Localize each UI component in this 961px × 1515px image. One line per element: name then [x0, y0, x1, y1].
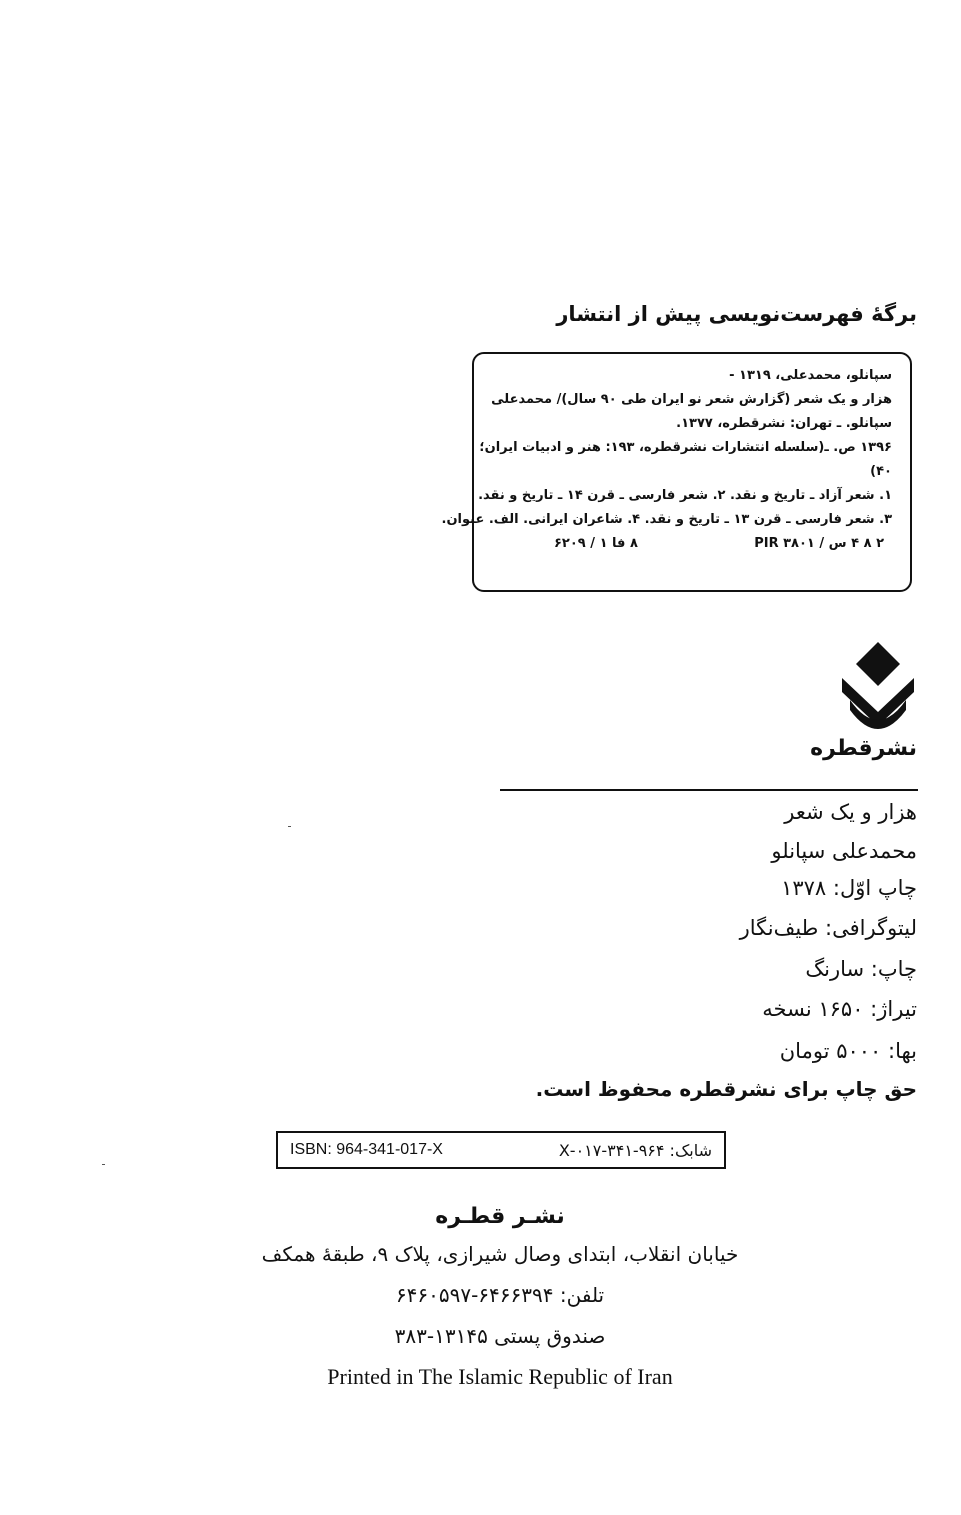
divider-rule	[500, 789, 918, 791]
publisher-logo-text: نشرقطره	[810, 736, 917, 761]
circulation-info: تیراژ: ۱۶۵۰ نسخه	[762, 997, 917, 1021]
cip-heading: برگهٔ فهرست‌نویسی پیش از انتشار	[556, 302, 917, 326]
lithography-info: لیتوگرافی: طیف‌نگار	[739, 916, 917, 940]
cip-lc-number: ۲ ۸ ۴ س / PIR ۳۸۰۱	[754, 536, 884, 551]
edition-info: چاپ اوّل: ۱۳۷۸	[781, 876, 917, 900]
publisher-po-box: صندوق پستی ۱۳۱۴۵-۳۸۳	[394, 1324, 606, 1348]
cip-line-author: سپانلو، محمدعلی، ۱۳۱۹ -	[729, 368, 892, 383]
scan-speck	[102, 1164, 105, 1165]
price-info: بها: ۵۰۰۰ تومان	[779, 1039, 917, 1063]
book-title: هزار و یک شعر	[784, 800, 917, 824]
cip-line-subjects-1: ۱. شعر آزاد ـ تاریخ و نقد. ۲. شعر فارسی ـ قرن ۱۴ ـ تاریخ و نقد.	[478, 488, 892, 503]
isbn-latin: ISBN: 964-341-017-X	[290, 1141, 443, 1158]
cip-line-imprint: سپانلو. ـ تهران: نشرقطره، ۱۳۷۷.	[676, 416, 892, 431]
cip-dewey-number: ۸ فا ۱ / ۶۲۰۹	[554, 536, 638, 551]
printing-info: چاپ: سارنگ	[805, 957, 917, 981]
publisher-name: نشـر قطـره	[435, 1204, 565, 1229]
diamond-chevron-logo-icon	[838, 640, 918, 736]
cip-record-box	[441, 352, 912, 592]
printed-in-footer: Printed in The Islamic Republic of Iran	[327, 1364, 673, 1389]
cip-line-series: ۱۳۹۶ ص. ـ(سلسله انتشارات نشرقطره، ۱۹۳: هنر و ادبیات ایران؛	[479, 440, 892, 455]
book-author: محمدعلی سپانلو	[771, 839, 917, 863]
cip-line-series-number: ۴۰)	[870, 464, 892, 479]
isbn-persian: شابک: ۹۶۴-۳۴۱-۰۱۷-X	[558, 1140, 712, 1160]
cip-line-subjects-2: ۳. شعر فارسی ـ قرن ۱۳ ـ تاریخ و نقد. ۴. شاعران ایرانی. الف. عنوان.	[441, 512, 892, 527]
copyright-notice: حق چاپ برای نشرقطره محفوظ است.	[535, 1077, 917, 1101]
scan-speck	[288, 826, 291, 827]
publisher-phone: تلفن: ۶۴۶۶۳۹۴-۶۴۶۰۵۹۷	[395, 1283, 605, 1307]
isbn-box	[276, 1131, 726, 1169]
cip-line-title: هزار و یک شعر (گزارش شعر نو ایران طی ۹۰ سال)/ محمدعلی	[491, 392, 892, 407]
publisher-address: خیابان انقلاب، ابتدای وصال شیرازی، پلاک ۹، طبقهٔ همکف	[261, 1242, 739, 1266]
cip-line-classification	[488, 532, 892, 556]
